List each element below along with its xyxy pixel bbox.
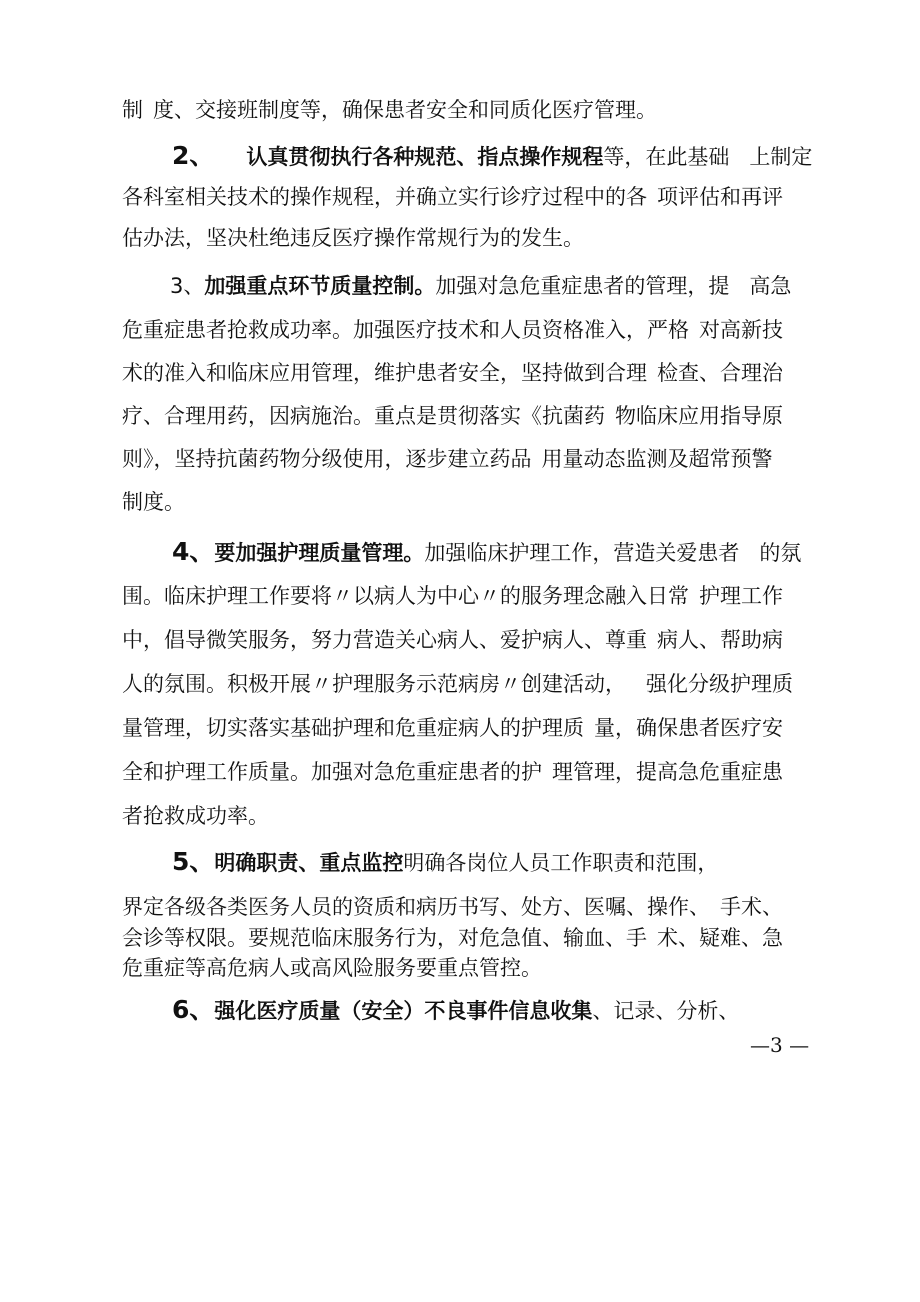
text-line [122,712,783,744]
text-segment: 人的氛围。积极开展〃护理服务示范病房〃创建活动， [122,672,626,696]
text-line [122,800,269,832]
text-segment: 量管理，切实落实基础护理和危重症病人的护理质 [122,716,584,740]
text-segment: 术、疑难、急 [657,926,783,950]
text-line [122,94,657,126]
text-segment: 强化分级护理质 [646,672,793,696]
text-segment: 明确各岗位人员工作职责和范围， [403,851,719,875]
text-segment: 危重症等高危病人或高风险服务要重点管控。 [122,956,542,980]
text-segment: 手术、 [720,895,783,919]
text-line [122,756,783,788]
bold-heading: 强化医疗质量（安全）不良事件信息收集 [214,999,593,1023]
text-segment: 用量动态监测及超常预警 [541,447,773,471]
text-line [122,624,783,656]
text-line [122,922,783,954]
text-segment: 、记录、分析、 [592,999,740,1023]
text-line [122,668,793,700]
text-segment: 项评估和再评 [657,185,783,209]
text-segment: 会诊等权限。要规范临床服务行为，对危急值、输血、手 [122,926,647,950]
text-line [122,443,773,475]
text-segment: 估办法，坚决杜绝违反医疗操作常规行为的发生。 [122,226,584,250]
text-segment: 全和护理工作质量。加强对急危重症患者的护 [122,760,542,784]
text-segment: 对高新技 [699,318,783,342]
paragraph-6-first-line [172,994,739,1027]
bold-heading: 加强重点环节质量控制。 [204,274,436,298]
text-segment: 者抢救成功率。 [122,804,269,828]
item-number: 3、 [170,274,205,298]
text-segment: 检查、合理治 [657,361,783,385]
item-number: 5、 [172,847,215,876]
text-line [122,400,783,432]
bold-heading: 要加强护理质量管理。 [214,541,425,565]
text-segment: 物临床应用指导原 [615,404,783,428]
item-number: 6、 [172,995,215,1024]
text-line [122,952,542,984]
text-segment: 病人、帮助病 [657,628,783,652]
text-segment: 中，倡导微笑服务，努力营造关心病人、爱护病人、尊重 [122,628,647,652]
text-segment: 高急 [749,274,792,298]
text-segment: 量，确保患者医疗安 [594,716,783,740]
text-segment: 的氛 [759,541,802,565]
bold-heading: 认真贯彻执行各种规范、指点操作规程 [246,145,604,169]
text-segment: 护理工作 [699,584,783,608]
item-number: 2、 [172,141,215,170]
text-segment: 各科室相关技术的操作规程，并确立实行诊疗过程中的各 [122,185,647,209]
text-segment: 等，在此基础 [603,145,730,169]
text-segment: 加强临床护理工作，营造关爱患者 [424,541,740,565]
text-segment: 则》，坚持抗菌药物分级使用，逐步建立药品 [122,447,532,471]
paragraph-5-first-line [172,846,718,879]
paragraph-4-first-line [172,536,801,569]
text-segment: 疗、合理用药，因病施治。重点是贯彻落实《抗菌药 [122,404,605,428]
text-line [122,314,783,346]
paragraph-2-first-line [172,140,812,173]
text-segment: 度、交接班制度等，确保患者安全和同质化医疗管理。 [153,98,657,122]
text-segment: 术的准入和临床应用管理，维护患者安全，坚持做到合理 [122,361,647,385]
text-segment: 加强对急危重症患者的管理，提 [435,274,730,298]
text-line [122,486,185,518]
paragraph-3-first-line [170,270,791,302]
page-number: —3 — [750,1033,810,1057]
text-segment: 上制定 [749,145,813,169]
text-segment: 界定各级各类医务人员的资质和病历书写、处方、医嘱、操作、 [122,895,710,919]
item-number: 4、 [172,537,215,566]
text-line [122,891,783,923]
text-segment: 制 [122,98,143,122]
bold-heading: 明确职责、重点监控 [214,851,404,875]
text-line [122,580,783,612]
text-line [122,222,584,254]
text-segment: 危重症患者抢救成功率。加强医疗技术和人员资格准入，严格 [122,318,689,342]
text-line [122,357,783,389]
text-segment: 制度。 [122,490,185,514]
text-segment: 围。临床护理工作要将〃以病人为中心〃的服务理念融入日常 [122,584,689,608]
text-line [122,181,783,213]
text-segment: 理管理，提高急危重症患 [552,760,783,784]
